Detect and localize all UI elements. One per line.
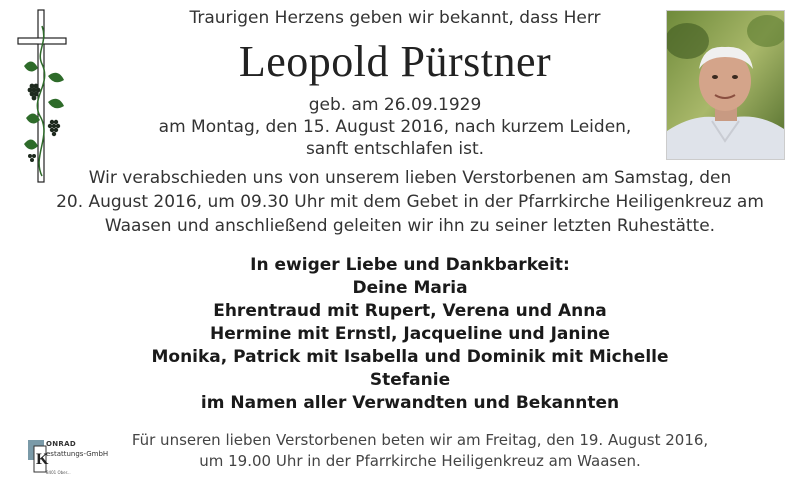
family-member: Stefanie — [369, 370, 451, 390]
birth-and-death-info — [140, 94, 650, 160]
logo-text-address: 8401 Ober... — [46, 470, 71, 475]
death-date: am Montag, den 15. August 2016, nach kurzem Leiden, — [158, 117, 632, 137]
family-heading: In ewiger Liebe und Dankbarkeit: — [250, 255, 570, 275]
family-member: Monika, Patrick mit Isabella und Dominik mit Michelle — [151, 347, 669, 367]
family-member: Ehrentraud mit Rupert, Verena und Anna — [213, 301, 607, 321]
svg-text:K: K — [36, 451, 49, 468]
prayer-notice — [100, 430, 740, 472]
farewell-line: 20. August 2016, um 09.30 Uhr mit dem Gebet in der Pfarrkirche Heiligenkreuz am — [56, 192, 764, 212]
birth-date: geb. am 26.09.1929 — [308, 95, 482, 115]
prayer-line: Für unseren lieben Verstorbenen beten wir am Freitag, den 19. August 2016, — [131, 431, 709, 449]
death-note: sanft entschlafen ist. — [305, 139, 485, 159]
logo-text-name: ONRAD — [46, 440, 76, 448]
cross-with-vine-icon — [12, 6, 72, 186]
deceased-name: Leopold Pürstner — [238, 37, 552, 86]
portrait-photo — [666, 10, 785, 160]
family-member: Deine Maria — [352, 278, 468, 298]
farewell-line: Waasen und anschließend geleiten wir ihn zu seiner letzten Ruhestätte. — [104, 216, 716, 236]
family-member: Hermine mit Ernstl, Jacqueline und Janine — [210, 324, 610, 344]
farewell-line: Wir verabschieden uns von unserem lieben Verstorbenen am Samstag, den — [88, 168, 732, 188]
prayer-line: um 19.00 Uhr in der Pfarrkirche Heiligenkreuz am Waasen. — [199, 452, 641, 470]
intro-text: Traurigen Herzens geben wir bekannt, dass Herr — [189, 8, 601, 28]
logo-text-type: estattungs-GmbH — [46, 450, 109, 458]
family-list — [30, 254, 790, 415]
farewell-paragraph — [30, 166, 790, 238]
family-closing: im Namen aller Verwandten und Bekannten — [200, 393, 620, 413]
